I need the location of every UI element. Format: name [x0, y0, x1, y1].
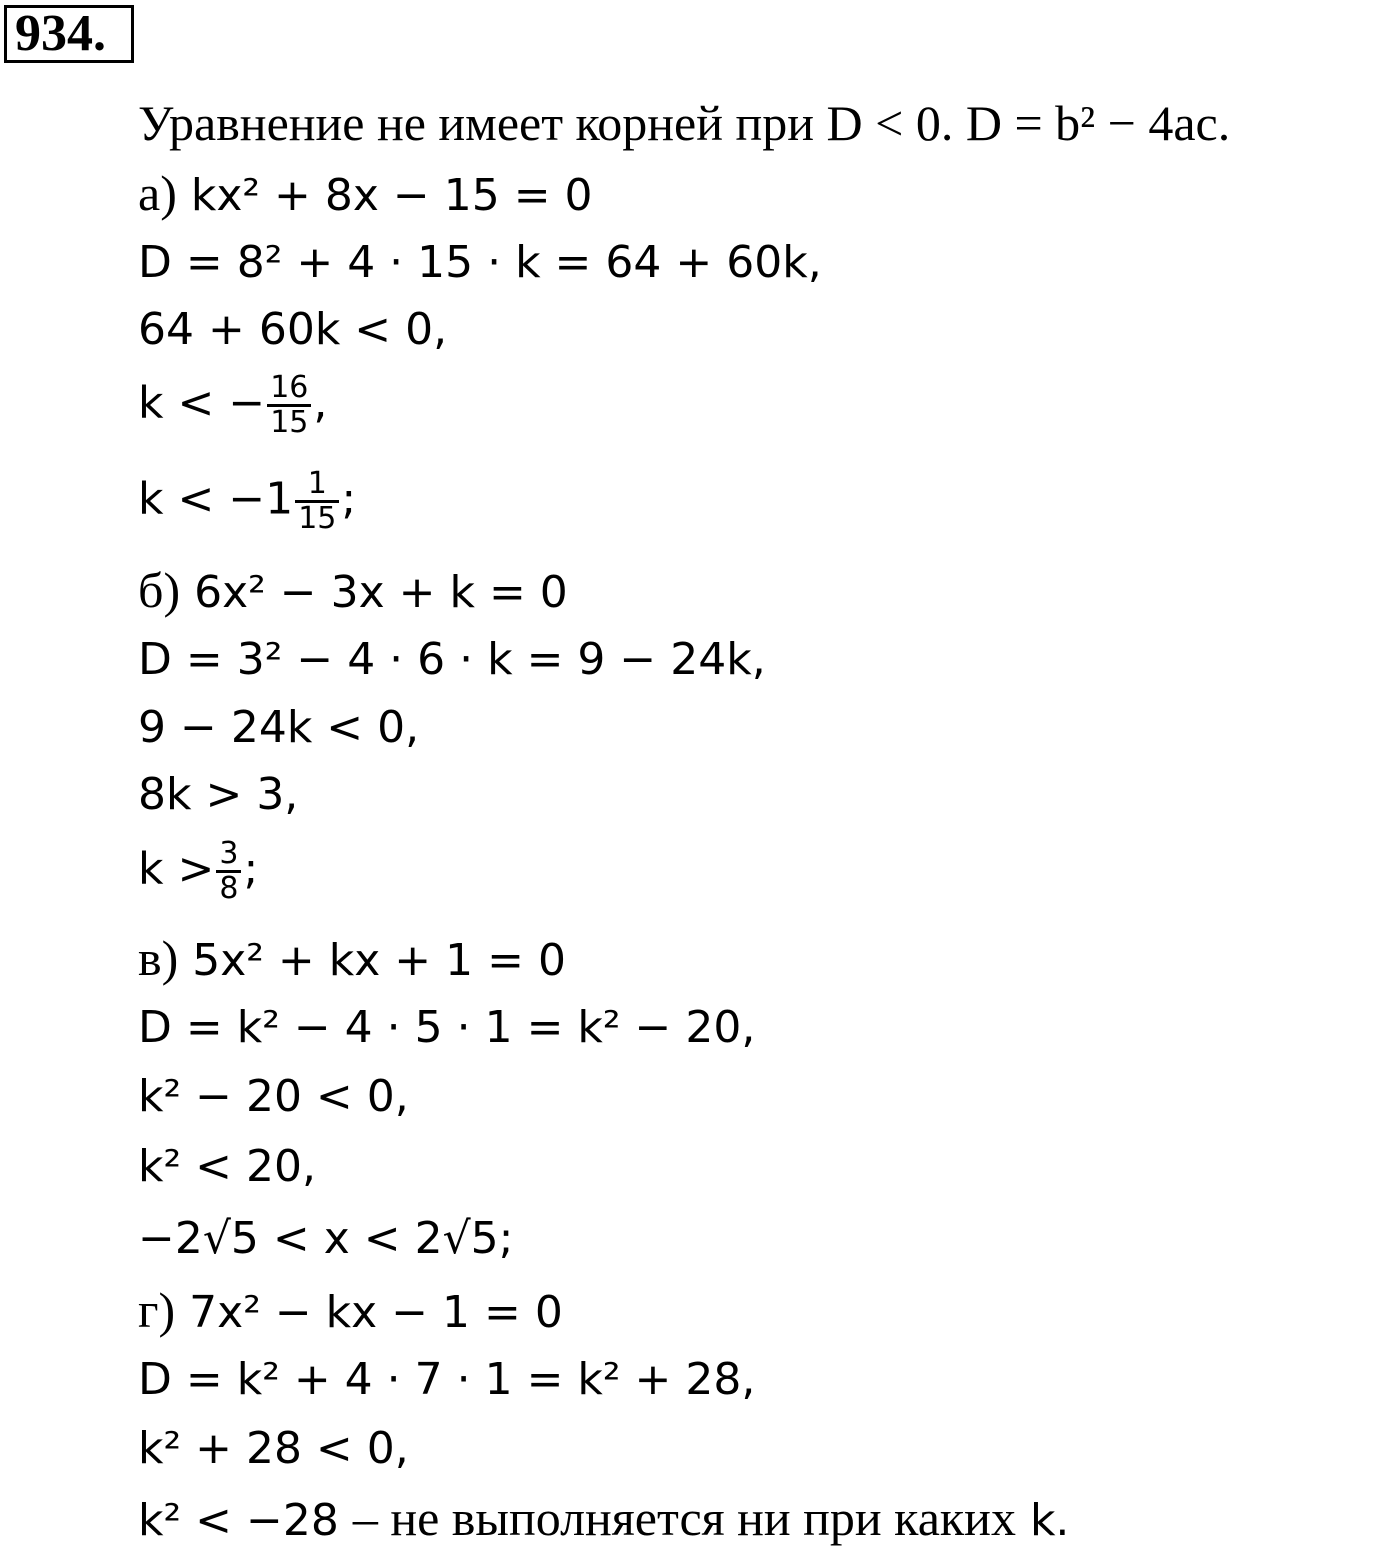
part-v-label: в)	[138, 930, 179, 986]
part-b-discriminant: D = 3² − 4 · 6 · k = 9 − 24k,	[138, 634, 766, 685]
part-a-step2	[138, 468, 356, 535]
part-a-header	[138, 165, 593, 221]
part-v-step1: k² < 20,	[138, 1141, 316, 1192]
problem-number: 934.	[4, 5, 134, 63]
part-v-discriminant: D = k² − 4 · 5 · 1 = k² − 20,	[138, 1002, 756, 1053]
part-b-inequality: 9 − 24k < 0,	[138, 702, 420, 753]
part-g-discriminant: D = k² + 4 · 7 · 1 = k² + 28,	[138, 1354, 756, 1405]
fraction-denominator: 15	[270, 405, 309, 440]
part-v-header	[138, 930, 566, 986]
part-a-step2-end: ;	[341, 473, 357, 525]
part-g-conclusion-var: k.	[1029, 1495, 1070, 1546]
part-a-step1-left: k < −	[138, 377, 266, 429]
part-b-step2-left: k >	[138, 843, 215, 895]
part-g-equation: 7x² − kx − 1 = 0	[189, 1287, 563, 1338]
part-g-label: г)	[138, 1282, 176, 1338]
fraction-denominator: 15	[298, 501, 337, 536]
part-b-equation: 6x² − 3x + k = 0	[194, 567, 568, 618]
part-g-conclusion	[138, 1490, 1070, 1546]
part-v-inequality: k² − 20 < 0,	[138, 1071, 409, 1122]
part-b-step2	[138, 838, 258, 905]
part-a-step1-end: ,	[313, 377, 328, 429]
part-g-conclusion-text: – не выполняется ни при каких	[352, 1490, 1016, 1546]
fraction-numerator: 1	[295, 468, 339, 503]
part-g-header	[138, 1282, 563, 1338]
fraction-denominator: 8	[219, 871, 239, 906]
part-a-step2-fraction	[295, 468, 339, 535]
part-b-step2-end: ;	[243, 843, 259, 895]
part-a-step1	[138, 372, 327, 439]
part-a-step1-fraction	[267, 372, 311, 439]
intro-text: Уравнение не имеет корней при D < 0. D = b² − 4ac.	[138, 95, 1231, 151]
part-a-label: а)	[138, 165, 177, 221]
part-v-step2: −2√5 < x < 2√5;	[138, 1213, 514, 1264]
part-g-inequality: k² + 28 < 0,	[138, 1423, 409, 1474]
part-a-discriminant: D = 8² + 4 · 15 · k = 64 + 60k,	[138, 237, 822, 288]
part-g-conclusion-math: k² < −28	[138, 1495, 339, 1546]
part-b-step1: 8k > 3,	[138, 769, 299, 820]
part-a-inequality: 64 + 60k < 0,	[138, 304, 448, 355]
part-a-equation: kx² + 8x − 15 = 0	[190, 170, 593, 221]
part-b-header	[138, 562, 568, 618]
part-b-step2-fraction	[216, 838, 241, 905]
fraction-numerator: 16	[267, 372, 311, 407]
part-v-equation: 5x² + kx + 1 = 0	[192, 935, 566, 986]
fraction-numerator: 3	[216, 838, 241, 873]
part-a-step2-left: k < −1	[138, 473, 294, 525]
part-b-label: б)	[138, 562, 181, 618]
